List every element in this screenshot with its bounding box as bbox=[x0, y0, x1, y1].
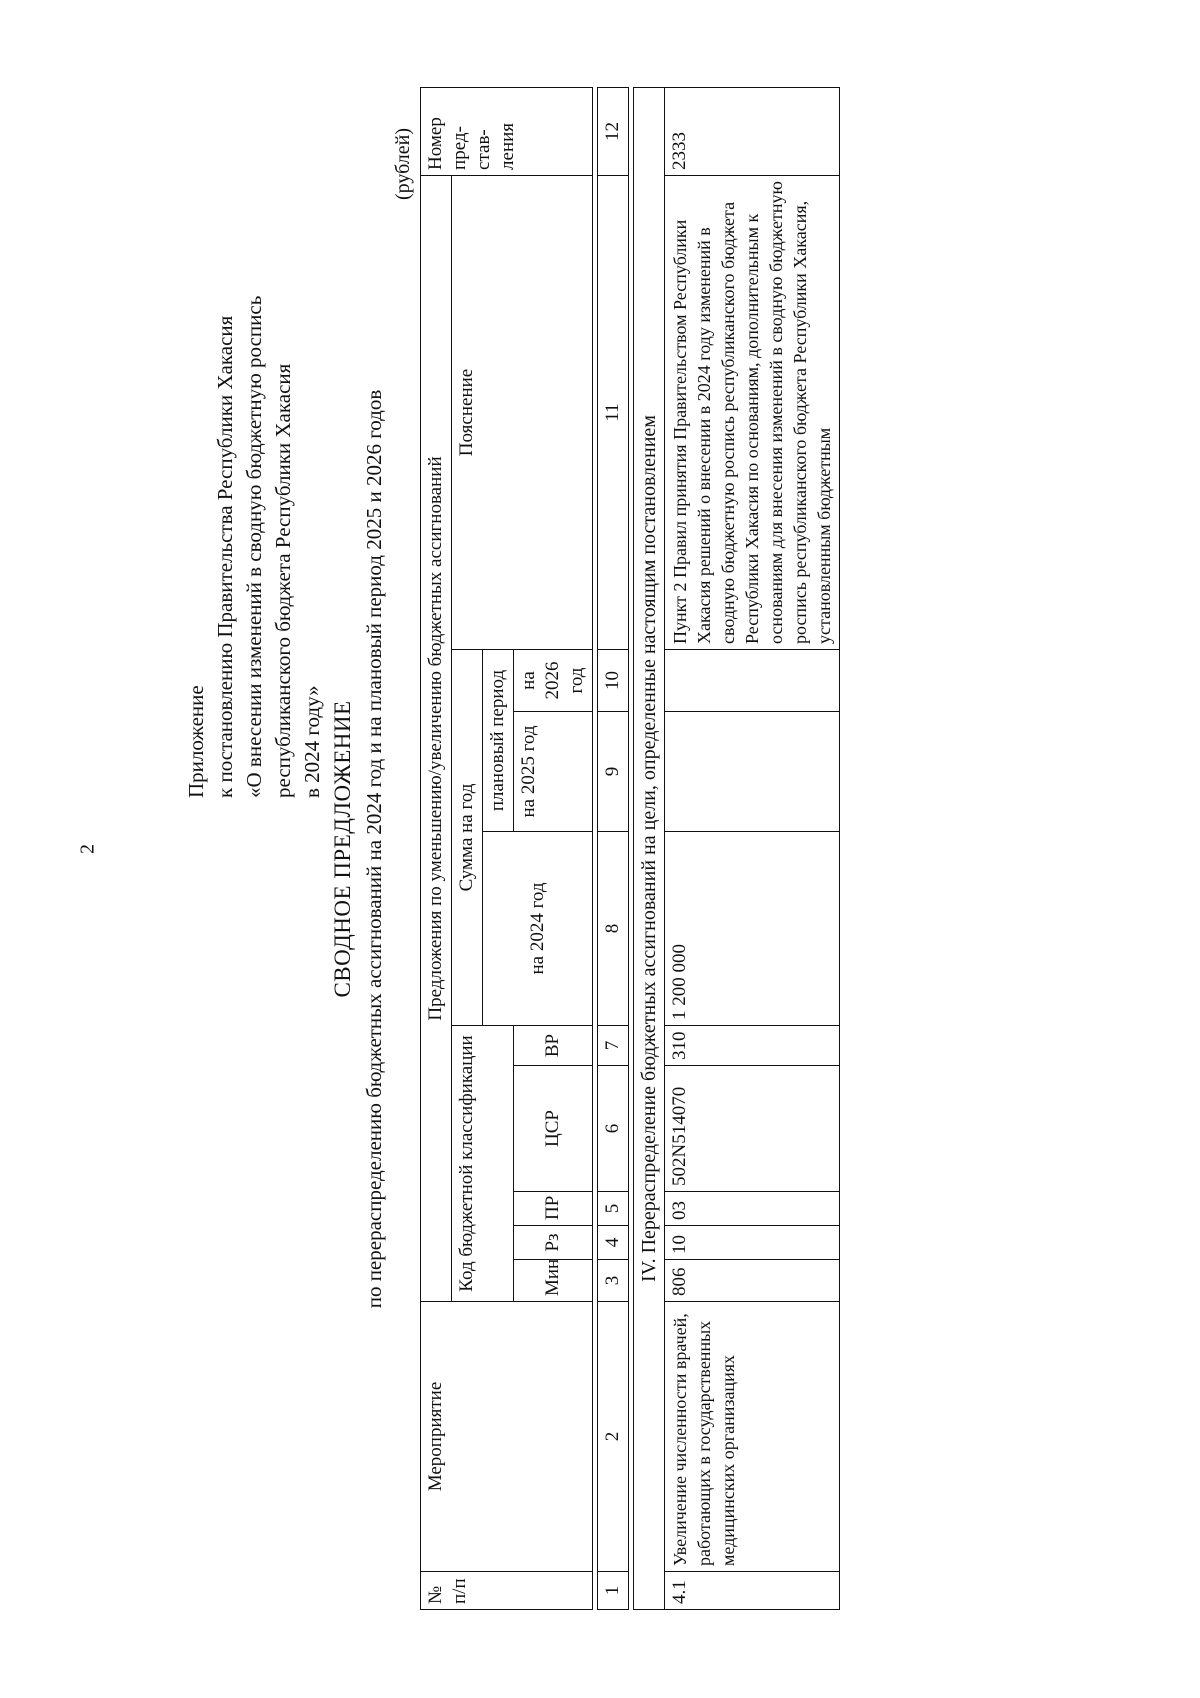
header-sum-year: Сумма на год bbox=[452, 650, 483, 1026]
column-number: 7 bbox=[598, 1026, 629, 1066]
header-2024: на 2024 год bbox=[483, 832, 593, 1026]
header-explanation: Пояснение bbox=[452, 175, 593, 649]
column-number: 5 bbox=[598, 1192, 629, 1226]
proposal-table bbox=[420, 87, 840, 1610]
document-subtitle: по перераспределению бюджетных ассигнований на 2024 год и на плановый период 2025 и 2026 годов bbox=[362, 389, 386, 1309]
header-2025: на 2025 год bbox=[514, 712, 593, 832]
row-rz: 10 bbox=[665, 1226, 840, 1260]
row-num: 4.1 bbox=[665, 1572, 840, 1610]
column-number: 3 bbox=[598, 1260, 629, 1302]
row-explanation: Пункт 2 Правил принятия Правительством Республики Хакасия решений о внесении в 2024 году изменений в сводную бюджетную роспись республиканского бюджета Республики Хакасия по основаниям, дополнительным к основаниям для внесения изменений в сводную бюджетную роспись республиканского бюджета Республики Хакасия, установленным бюджетным bbox=[665, 175, 840, 649]
header-rep-number: Номер пред-став-ления bbox=[421, 87, 593, 175]
column-number: 9 bbox=[598, 712, 629, 832]
appendix-line: к постановлению Правительства Республики Хакасия bbox=[213, 315, 237, 798]
header-num: № п/п bbox=[421, 1572, 593, 1610]
row-sum-2025 bbox=[665, 712, 840, 832]
units-label: (рублей) bbox=[392, 127, 414, 200]
header-2026: на 2026 год bbox=[514, 650, 593, 712]
row-min: 806 bbox=[665, 1260, 840, 1302]
header-proposals: Предложения по уменьшению/увеличению бюджетных ассигнований bbox=[421, 175, 452, 1301]
header-vr: ВР bbox=[514, 1026, 593, 1066]
header-rz: Рз bbox=[514, 1226, 593, 1260]
row-pr: 03 bbox=[665, 1192, 840, 1226]
column-number: 4 bbox=[598, 1226, 629, 1260]
column-number: 10 bbox=[598, 650, 629, 712]
column-number: 12 bbox=[598, 87, 629, 175]
document-title: СВОДНОЕ ПРЕДЛОЖЕНИЕ bbox=[330, 700, 355, 998]
column-number: 6 bbox=[598, 1066, 629, 1192]
column-number: 1 bbox=[598, 1572, 629, 1610]
row-rep-number: 2333 bbox=[665, 87, 840, 175]
row-sum-2026 bbox=[665, 650, 840, 712]
column-number: 2 bbox=[598, 1302, 629, 1572]
column-number: 11 bbox=[598, 175, 629, 649]
column-number: 8 bbox=[598, 832, 629, 1026]
section-title: IV. Перераспределение бюджетных ассигнований на цели, определенные настоящим постановлением bbox=[634, 87, 665, 1609]
header-event: Мероприятие bbox=[421, 1302, 593, 1572]
row-csr: 502N514070 bbox=[665, 1066, 840, 1192]
appendix-line: Приложение bbox=[184, 685, 208, 798]
appendix-line: республиканского бюджета Республики Хакасия bbox=[271, 363, 295, 798]
header-budget-code: Код бюджетной классификации bbox=[452, 1026, 514, 1302]
appendix-line: в 2024 году» bbox=[300, 685, 324, 798]
table-row bbox=[665, 87, 840, 1609]
header-csr: ЦСР bbox=[514, 1066, 593, 1192]
page-number: 2 bbox=[76, 844, 99, 854]
row-sum-2024: 1 200 000 bbox=[665, 832, 840, 1026]
row-event: Увеличение численности врачей, работающих в государственных медицинских организациях bbox=[665, 1302, 840, 1572]
row-vr: 310 bbox=[665, 1026, 840, 1066]
header-planned-period: плановый период bbox=[483, 650, 514, 832]
appendix-line: «О внесении изменений в сводную бюджетную роспись bbox=[242, 295, 266, 798]
appendix-block bbox=[182, 158, 327, 798]
header-min: Мин bbox=[514, 1260, 593, 1302]
header-pr: ПР bbox=[514, 1192, 593, 1226]
